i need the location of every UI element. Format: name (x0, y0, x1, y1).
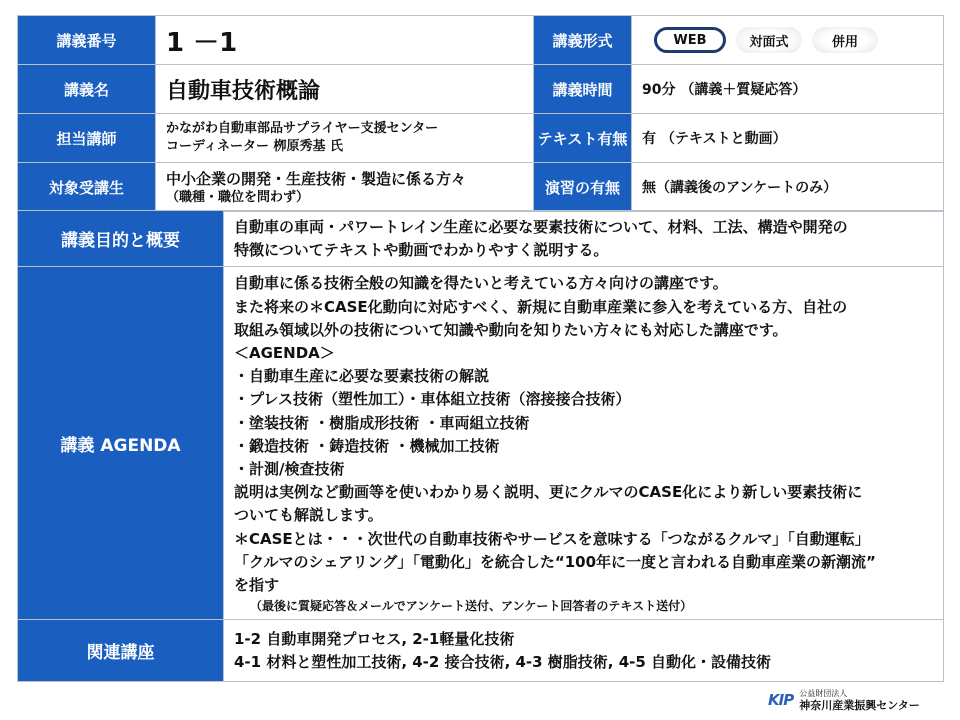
textbook-label: テキスト有無 (534, 114, 632, 163)
purpose-row (18, 211, 944, 267)
info-row-2 (18, 65, 944, 114)
agenda-line: また将来の＊CASE化動向に対応すべく、新規に自動車産業に参入を考えている方、自社の (234, 297, 848, 316)
lecturer-value (156, 114, 534, 163)
logo-text (799, 688, 920, 712)
kip-logo-mark: KIP (768, 691, 794, 709)
info-row-4 (18, 163, 944, 212)
agenda-line: ・自動車生産に必要な要素技術の解説 (234, 367, 490, 386)
lecturer-line-1: かながわ自動車部品サプライヤー支援センター (166, 121, 439, 136)
agenda-line: ・鍛造技術 ・鋳造技術 ・機械加工技術 (234, 436, 500, 455)
exercise-value: 無（講義後のアンケートのみ） (632, 163, 944, 212)
logo-subtitle: 公益財団法人 (799, 689, 848, 698)
audience-label: 対象受講生 (18, 163, 156, 212)
agenda-label: 講義 AGENDA (18, 267, 224, 620)
related-line: 4-1 材料と塑性加工技術, 4-2 接合技術, 4-3 樹脂技術, 4-5 自動化・設備技術 (234, 653, 772, 672)
agenda-line: 「クルマのシェアリング」「電動化」を統合した“100年に一度と言われる自動車産業の新潮流” (234, 552, 876, 571)
agenda-line: ついても解説します。 (234, 506, 383, 525)
agenda-line: 説明は実例など動画等を使いわかり易く説明、更にクルマのCASE化により新しい要素技術に (234, 483, 863, 502)
exercise-label: 演習の有無 (534, 163, 632, 212)
agenda-line: ・プレス技術（塑性加工）・車体組立技術（溶接接合技術） (234, 390, 631, 409)
course-detail-table (17, 210, 944, 682)
agenda-row (18, 267, 944, 620)
format-option-web: WEB (654, 27, 726, 53)
format-option-hybrid: 併用 (812, 27, 878, 53)
textbook-value: 有 （テキストと動画） (632, 114, 944, 163)
related-label: 関連講座 (18, 620, 224, 682)
purpose-line: 自動車の車両・パワートレイン生産に必要な要素技術について、材料、工法、構造や開発の (234, 218, 848, 236)
course-name-label: 講義名 (18, 65, 156, 114)
agenda-line: ＊CASEとは・・・次世代の自動車技術やサービスを意味する「つながるクルマ」「自動運転」 (234, 529, 870, 548)
agenda-line: ＜AGENDA＞ (234, 344, 335, 363)
course-no-label: 講義番号 (18, 16, 156, 65)
info-row-3 (18, 114, 944, 163)
duration-label: 講義時間 (534, 65, 632, 114)
agenda-line: を指す (234, 576, 280, 595)
purpose-line: 特徴についてテキストや動画でわかりやすく説明する。 (234, 241, 609, 260)
info-row-1 (18, 16, 944, 65)
format-options (632, 16, 944, 65)
lecturer-label: 担当講師 (18, 114, 156, 163)
agenda-line: ・塗装技術 ・樹脂成形技術 ・車両組立技術 (234, 413, 530, 432)
agenda-line: 自動車に係る技術全般の知識を得たいと考えている方々向けの講座です。 (234, 274, 728, 293)
format-label: 講義形式 (534, 16, 632, 65)
logo-org-name: 神奈川産業振興センター (799, 699, 920, 712)
purpose-label: 講義目的と概要 (18, 211, 224, 267)
audience-line-1: 中小企業の開発・生産技術・製造に係る方々 (166, 169, 467, 188)
agenda-line: 取組み領域以外の技術について知識や動向を知りたい方々にも対応した講座です。 (234, 320, 788, 339)
audience-value (156, 163, 534, 212)
agenda-line: ・計測/検査技術 (234, 460, 345, 479)
agenda-text (224, 267, 944, 620)
purpose-text (224, 211, 944, 267)
lecturer-line-2: コーディネーター 栁原秀基 氏 (166, 139, 344, 154)
course-info-table (17, 15, 944, 212)
agenda-note: （最後に質疑応答＆メールでアンケート送付、アンケート回答者のテキスト送付） (250, 599, 693, 614)
format-option-inperson: 対面式 (736, 27, 802, 53)
course-no-value: 1 －1 (156, 16, 534, 65)
course-name-value: 自動車技術概論 (156, 65, 534, 114)
audience-line-2: （職種・職位を問わず） (166, 189, 310, 205)
organization-logo (768, 685, 954, 715)
related-text (224, 620, 944, 682)
related-line: 1-2 自動車開発プロセス, 2-1軽量化技術 (234, 630, 515, 649)
duration-value: 90分 （講義＋質疑応答） (632, 65, 944, 114)
related-row (18, 620, 944, 682)
